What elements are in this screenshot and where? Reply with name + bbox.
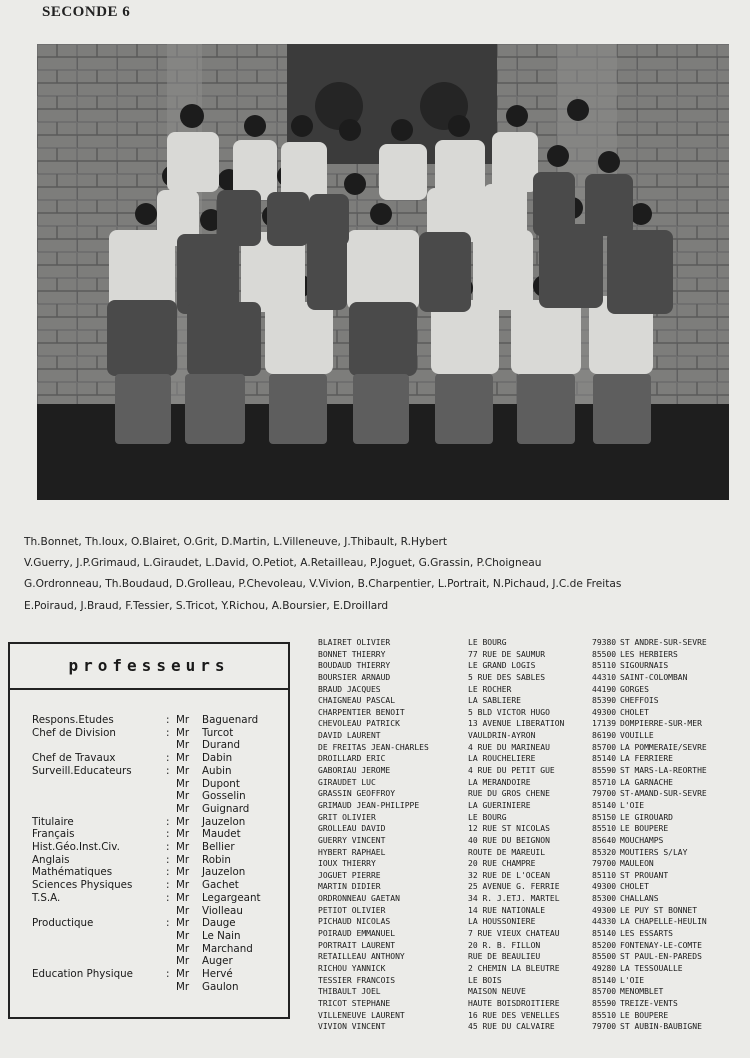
professor-title-mr: Mr [176, 904, 190, 917]
student-address: LA GUERINIERE [468, 800, 531, 810]
student-name: CHAIGNEAU PASCAL [318, 696, 396, 706]
student-name: TESSIER FRANCOIS [318, 975, 396, 985]
student-address: 4 RUE DU MARINEAU [468, 742, 550, 752]
student-city: LA POMMERAIE/SEVRE [620, 742, 707, 752]
roster-row [318, 672, 750, 684]
professor-title-mr: Mr [176, 866, 190, 879]
roster-row [318, 940, 750, 952]
student-address: 7 RUE VIEUX CHATEAU [468, 929, 560, 939]
student-name: GRIT OLIVIER [318, 812, 376, 822]
professor-row [32, 765, 287, 778]
professor-colon: : [166, 917, 170, 930]
student-zip: 85110 [592, 661, 617, 671]
professor-row [32, 968, 287, 981]
student-city: DOMPIERRE-SUR-MER [620, 719, 702, 729]
professor-name: Dabin [202, 752, 233, 765]
roster-row [318, 975, 750, 987]
student-city: MOUTIERS S/LAY [620, 847, 688, 857]
student-city: LE GIROUARD [620, 812, 673, 822]
student-roster [318, 637, 750, 1033]
professor-role: Titulaire [32, 815, 74, 828]
student-name: TRICOT STEPHANE [318, 998, 391, 1008]
roster-row [318, 998, 750, 1010]
roster-row [318, 765, 750, 777]
professor-colon: : [166, 891, 170, 904]
student-name: JOGUET PIERRE [318, 870, 381, 880]
student-city: LA TESSOUALLE [620, 963, 683, 973]
professor-title-mr: Mr [176, 917, 190, 930]
professor-name: Violleau [202, 904, 243, 917]
roster-row [318, 788, 750, 800]
student-address: MAISON NEUVE [468, 987, 526, 997]
student-name: DROILLARD ERIC [318, 754, 386, 764]
student-zip: 17139 [592, 719, 617, 729]
student-address: HAUTE BOISDROITIERE [468, 998, 560, 1008]
student-zip: 44330 [592, 917, 617, 927]
professor-colon: : [166, 828, 170, 841]
student-zip: 85140 [592, 929, 617, 939]
professor-row [32, 866, 287, 879]
student-name: GABORIAU JEROME [318, 766, 391, 776]
professor-row [32, 892, 287, 905]
professor-title-mr: Mr [176, 942, 190, 955]
roster-row [318, 823, 750, 835]
professor-title-mr: Mr [176, 955, 190, 968]
student-city: LE PUY ST BONNET [620, 905, 698, 915]
student-city: SAINT-COLOMBAN [620, 672, 688, 682]
professor-name: Turcot [202, 726, 234, 739]
professor-name: Hervé [202, 968, 233, 980]
student-address: LE ROCHER [468, 684, 512, 694]
professor-name: Durand [202, 739, 241, 752]
roster-row [318, 742, 750, 754]
professor-title-mr: Mr [176, 968, 190, 980]
student-zip: 86190 [592, 731, 617, 741]
professor-name: Dupont [202, 777, 240, 790]
student-zip: 49300 [592, 882, 617, 892]
student-name: BRAUD JACQUES [318, 684, 381, 694]
student-address: RUE DU GROS CHENE [468, 789, 550, 799]
student-name: BOUDAUD THIERRY [318, 661, 391, 671]
roster-row [318, 881, 750, 893]
professor-name: Gachet [202, 879, 239, 892]
professor-colon: : [166, 764, 170, 777]
professor-row [32, 905, 287, 918]
student-address: 40 RUE DU BEIGNON [468, 835, 550, 845]
student-city: LES HERBIERS [620, 649, 678, 659]
student-name: HYBERT RAPHAEL [318, 847, 386, 857]
professor-role: Sciences Physiques [32, 879, 133, 892]
class-names-line: E.Poiraud, J.Braud, F.Tessier, S.Tricot, Y.Richou, A.Boursier, E.Droillard [24, 599, 389, 612]
student-name: GUERRY VINCENT [318, 835, 386, 845]
student-city: FONTENAY-LE-COMTE [620, 940, 702, 950]
professor-colon: : [166, 841, 170, 853]
student-address: 16 RUE DES VENELLES [468, 1010, 560, 1020]
student-address: 25 AVENUE G. FERRIE [468, 882, 560, 892]
professor-row [32, 943, 287, 956]
roster-row [318, 951, 750, 963]
professor-role: Français [32, 828, 75, 841]
professor-title-mr: Mr [176, 739, 190, 752]
professor-name: Baguenard [202, 714, 259, 726]
student-zip: 85300 [592, 894, 617, 904]
student-name: BLAIRET OLIVIER [318, 638, 391, 647]
student-zip: 85110 [592, 870, 617, 880]
professor-role: T.S.A. [32, 891, 61, 904]
roster-row [318, 684, 750, 696]
student-zip: 49280 [592, 963, 617, 973]
professor-colon: : [166, 726, 170, 739]
student-address: 5 BLD VICTOR HUGO [468, 707, 550, 717]
student-address: LE BOURG [468, 638, 507, 647]
student-address: LE GRAND LOGIS [468, 661, 536, 671]
professor-role: Hist.Géo.Inst.Civ. [32, 841, 120, 853]
student-name: GRASSIN GEOFFROY [318, 789, 396, 799]
professor-row [32, 917, 287, 930]
student-address: RUE DE BEAULIEU [468, 952, 541, 962]
student-city: MOUCHAMPS [620, 835, 664, 845]
student-name: THIBAULT JOEL [318, 987, 381, 997]
professor-name: Jauzelon [202, 815, 246, 828]
class-names-line: V.Guerry, J.P.Grimaud, L.Giraudet, L.David, O.Petiot, A.Retailleau, P.Joguet, G.Grassin, P.Choigneau [24, 557, 542, 570]
professor-name: Aubin [202, 764, 232, 777]
professor-row [32, 803, 287, 816]
student-name: MARTIN DIDIER [318, 882, 381, 892]
roster-row [318, 649, 750, 661]
professor-row [32, 816, 287, 829]
student-address: 14 RUE NATIONALE [468, 905, 546, 915]
roster-row [318, 928, 750, 940]
student-city: LA GARNACHE [620, 777, 673, 787]
class-photo-image [37, 44, 729, 500]
professor-colon: : [166, 752, 170, 765]
professor-title-mr: Mr [176, 777, 190, 790]
student-address: 34 R. J.ETJ. MARTEL [468, 894, 560, 904]
student-city: GORGES [620, 684, 649, 694]
professor-title-mr: Mr [176, 980, 190, 993]
professor-role: Mathématiques [32, 866, 113, 879]
student-zip: 49300 [592, 905, 617, 915]
student-zip: 79700 [592, 789, 617, 799]
professor-colon: : [166, 968, 170, 980]
student-name: VIVION VINCENT [318, 1022, 386, 1032]
student-address: LE BOIS [468, 975, 502, 985]
roster-row [318, 800, 750, 812]
student-zip: 79700 [592, 1022, 617, 1032]
student-zip: 85590 [592, 766, 617, 776]
student-zip: 79380 [592, 638, 617, 647]
professor-title-mr: Mr [176, 764, 190, 777]
student-city: ST PAUL-EN-PAREDS [620, 952, 702, 962]
professor-row [32, 930, 287, 943]
professor-title-mr: Mr [176, 828, 190, 841]
student-zip: 85700 [592, 987, 617, 997]
professor-role: Surveill.Educateurs [32, 764, 132, 777]
student-zip: 49300 [592, 707, 617, 717]
roster-row [318, 870, 750, 882]
page-title: SECONDE 6 [42, 4, 131, 20]
student-name: POIRAUD EMMANUEL [318, 929, 396, 939]
student-address: LE BOURG [468, 812, 507, 822]
student-zip: 85590 [592, 998, 617, 1008]
class-photo [37, 44, 729, 500]
professor-name: Marchand [202, 942, 253, 955]
student-address: 5 RUE DES SABLES [468, 672, 546, 682]
student-zip: 85390 [592, 696, 617, 706]
roster-row [318, 660, 750, 672]
roster-row [318, 812, 750, 824]
student-address: 20 RUE CHAMPRE [468, 859, 536, 869]
student-name: PETIOT OLIVIER [318, 905, 386, 915]
student-name: CHEVOLEAU PATRICK [318, 719, 400, 729]
student-zip: 85140 [592, 754, 617, 764]
roster-row [318, 835, 750, 847]
student-city: CHALLANS [620, 894, 659, 904]
professor-title-mr: Mr [176, 879, 190, 892]
student-city: MENOMBLET [620, 987, 664, 997]
student-name: GRIMAUD JEAN-PHILIPPE [318, 800, 420, 810]
professor-name: Jauzelon [202, 866, 246, 879]
student-zip: 85140 [592, 800, 617, 810]
student-city: LE BOUPERE [620, 1010, 669, 1020]
student-zip: 79700 [592, 859, 617, 869]
student-city: LA CHAPELLE-HEULIN [620, 917, 707, 927]
roster-row [318, 777, 750, 789]
roster-row [318, 730, 750, 742]
professor-name: Guignard [202, 802, 250, 815]
roster-row [318, 847, 750, 859]
student-city: CHOLET [620, 882, 649, 892]
student-address: 45 RUE DU CALVAIRE [468, 1022, 555, 1032]
roster-row [318, 718, 750, 730]
roster-row [318, 986, 750, 998]
student-address: 77 RUE DE SAUMUR [468, 649, 546, 659]
roster-row [318, 963, 750, 975]
student-name: RETAILLEAU ANTHONY [318, 952, 405, 962]
roster-row [318, 1021, 750, 1033]
student-name: DE FREITAS JEAN-CHARLES [318, 742, 429, 752]
student-address: LA SABLIERE [468, 696, 521, 706]
student-zip: 85500 [592, 952, 617, 962]
student-zip: 85640 [592, 835, 617, 845]
professor-colon: : [166, 714, 170, 726]
professor-row [32, 841, 287, 854]
professor-name: Robin [202, 853, 231, 866]
professor-name: Dauge [202, 917, 236, 930]
professor-row [32, 714, 287, 727]
professor-role: Chef de Travaux [32, 752, 116, 765]
roster-row [318, 905, 750, 917]
student-city: ST-AMAND-SUR-SEVRE [620, 789, 707, 799]
student-zip: 44190 [592, 684, 617, 694]
professor-row [32, 790, 287, 803]
student-address: 13 AVENUE LIBERATION [468, 719, 565, 729]
professor-title-mr: Mr [176, 929, 190, 942]
student-zip: 85200 [592, 940, 617, 950]
class-names-caption [24, 532, 750, 617]
professor-name: Legargeant [202, 891, 261, 904]
professor-title-mr: Mr [176, 815, 190, 828]
student-address: LA MERANDOIRE [468, 777, 531, 787]
student-name: CHARPENTIER BENOIT [318, 707, 405, 717]
student-zip: 85150 [592, 812, 617, 822]
professor-title-mr: Mr [176, 790, 190, 803]
student-name: ORDRONNEAU GAETAN [318, 894, 400, 904]
professor-role: Education Physique [32, 968, 133, 980]
student-city: LA FERRIERE [620, 754, 673, 764]
professor-name: Auger [202, 955, 233, 968]
student-zip: 85140 [592, 975, 617, 985]
roster-row [318, 1010, 750, 1022]
student-name: GIRAUDET LUC [318, 777, 376, 787]
professor-title-mr: Mr [176, 752, 190, 765]
student-name: GROLLEAU DAVID [318, 824, 386, 834]
roster-row [318, 637, 750, 649]
student-address: VAULDRIN-AYRON [468, 731, 536, 741]
student-address: 32 RUE DE L'OCEAN [468, 870, 550, 880]
student-city: ST ANDRE-SUR-SEVRE [620, 638, 707, 647]
class-names-line: Th.Bonnet, Th.Ioux, O.Blairet, O.Grit, D.Martin, L.Villeneuve, J.Thibault, R.Hybert [24, 536, 448, 548]
professor-row [32, 879, 287, 892]
student-name: RICHOU YANNICK [318, 963, 386, 973]
professor-row [32, 854, 287, 867]
professor-role: Chef de Division [32, 726, 116, 739]
professor-row [32, 955, 287, 968]
student-address: 2 CHEMIN LA BLEUTRE [468, 963, 560, 973]
professor-title-mr: Mr [176, 714, 190, 726]
roster-row [318, 753, 750, 765]
student-name: BOURSIER ARNAUD [318, 672, 391, 682]
roster-row [318, 707, 750, 719]
class-names-line: G.Ordronneau, Th.Boudaud, D.Grolleau, P.Chevoleau, V.Vivion, B.Charpentier, L.Portrait, N.Pichaud, J.C.de Freitas [24, 578, 622, 591]
student-city: VOUILLE [620, 731, 654, 741]
professor-colon: : [166, 866, 170, 879]
student-city: ST PROUANT [620, 870, 669, 880]
student-city: CHEFFOIS [620, 696, 659, 706]
student-city: CHOLET [620, 707, 649, 717]
student-name: PORTRAIT LAURENT [318, 940, 396, 950]
professor-name: Bellier [202, 841, 235, 853]
student-city: SIGOURNAIS [620, 661, 669, 671]
student-address: LA HOUSSONIERE [468, 917, 536, 927]
student-city: TREIZE-VENTS [620, 998, 678, 1008]
roster-row [318, 893, 750, 905]
student-name: VILLENEUVE LAURENT [318, 1010, 405, 1020]
student-city: LE BOUPERE [620, 824, 669, 834]
student-zip: 85320 [592, 847, 617, 857]
student-zip: 85510 [592, 1010, 617, 1020]
student-address: 12 RUE ST NICOLAS [468, 824, 550, 834]
professor-title-mr: Mr [176, 891, 190, 904]
roster-row [318, 916, 750, 928]
roster-row [318, 858, 750, 870]
professors-box [8, 642, 290, 1019]
professor-row [32, 828, 287, 841]
professors-title: professeurs [10, 644, 288, 690]
student-address: ROUTE DE MAREUIL [468, 847, 546, 857]
professor-title-mr: Mr [176, 841, 190, 853]
student-city: ST AUBIN-BAUBIGNE [620, 1022, 702, 1032]
professor-row [32, 981, 287, 994]
professor-title-mr: Mr [176, 726, 190, 739]
professor-colon: : [166, 853, 170, 866]
professor-title-mr: Mr [176, 802, 190, 815]
student-zip: 85700 [592, 742, 617, 752]
professor-role: Productique [32, 917, 94, 930]
student-city: ST MARS-LA-REORTHE [620, 766, 707, 776]
professor-colon: : [166, 879, 170, 892]
professor-title-mr: Mr [176, 853, 190, 866]
student-zip: 44310 [592, 672, 617, 682]
professor-row [32, 727, 287, 740]
student-city: L'OIE [620, 800, 645, 810]
student-city: MAULEON [620, 859, 654, 869]
student-zip: 85500 [592, 649, 617, 659]
professor-role: Anglais [32, 853, 70, 866]
professor-colon: : [166, 815, 170, 828]
professor-role: Respons.Etudes [32, 714, 114, 726]
student-city: L'OIE [620, 975, 645, 985]
student-zip: 85510 [592, 824, 617, 834]
student-zip: 85710 [592, 777, 617, 787]
professor-name: Gosselin [202, 790, 246, 803]
professor-name: Le Nain [202, 929, 241, 942]
student-name: DAVID LAURENT [318, 731, 381, 741]
student-address: 20 R. B. FILLON [468, 940, 541, 950]
professor-row [32, 739, 287, 752]
professor-name: Maudet [202, 828, 241, 841]
professor-row [32, 752, 287, 765]
student-name: PICHAUD NICOLAS [318, 917, 391, 927]
student-name: IOUX THIERRY [318, 859, 376, 869]
student-address: LA ROUCHELIERE [468, 754, 536, 764]
student-address: 4 RUE DU PETIT GUE [468, 766, 555, 776]
professor-row [32, 778, 287, 791]
roster-row [318, 695, 750, 707]
professor-name: Gaulon [202, 980, 239, 993]
student-name: BONNET THIERRY [318, 649, 386, 659]
student-city: LES ESSARTS [620, 929, 673, 939]
